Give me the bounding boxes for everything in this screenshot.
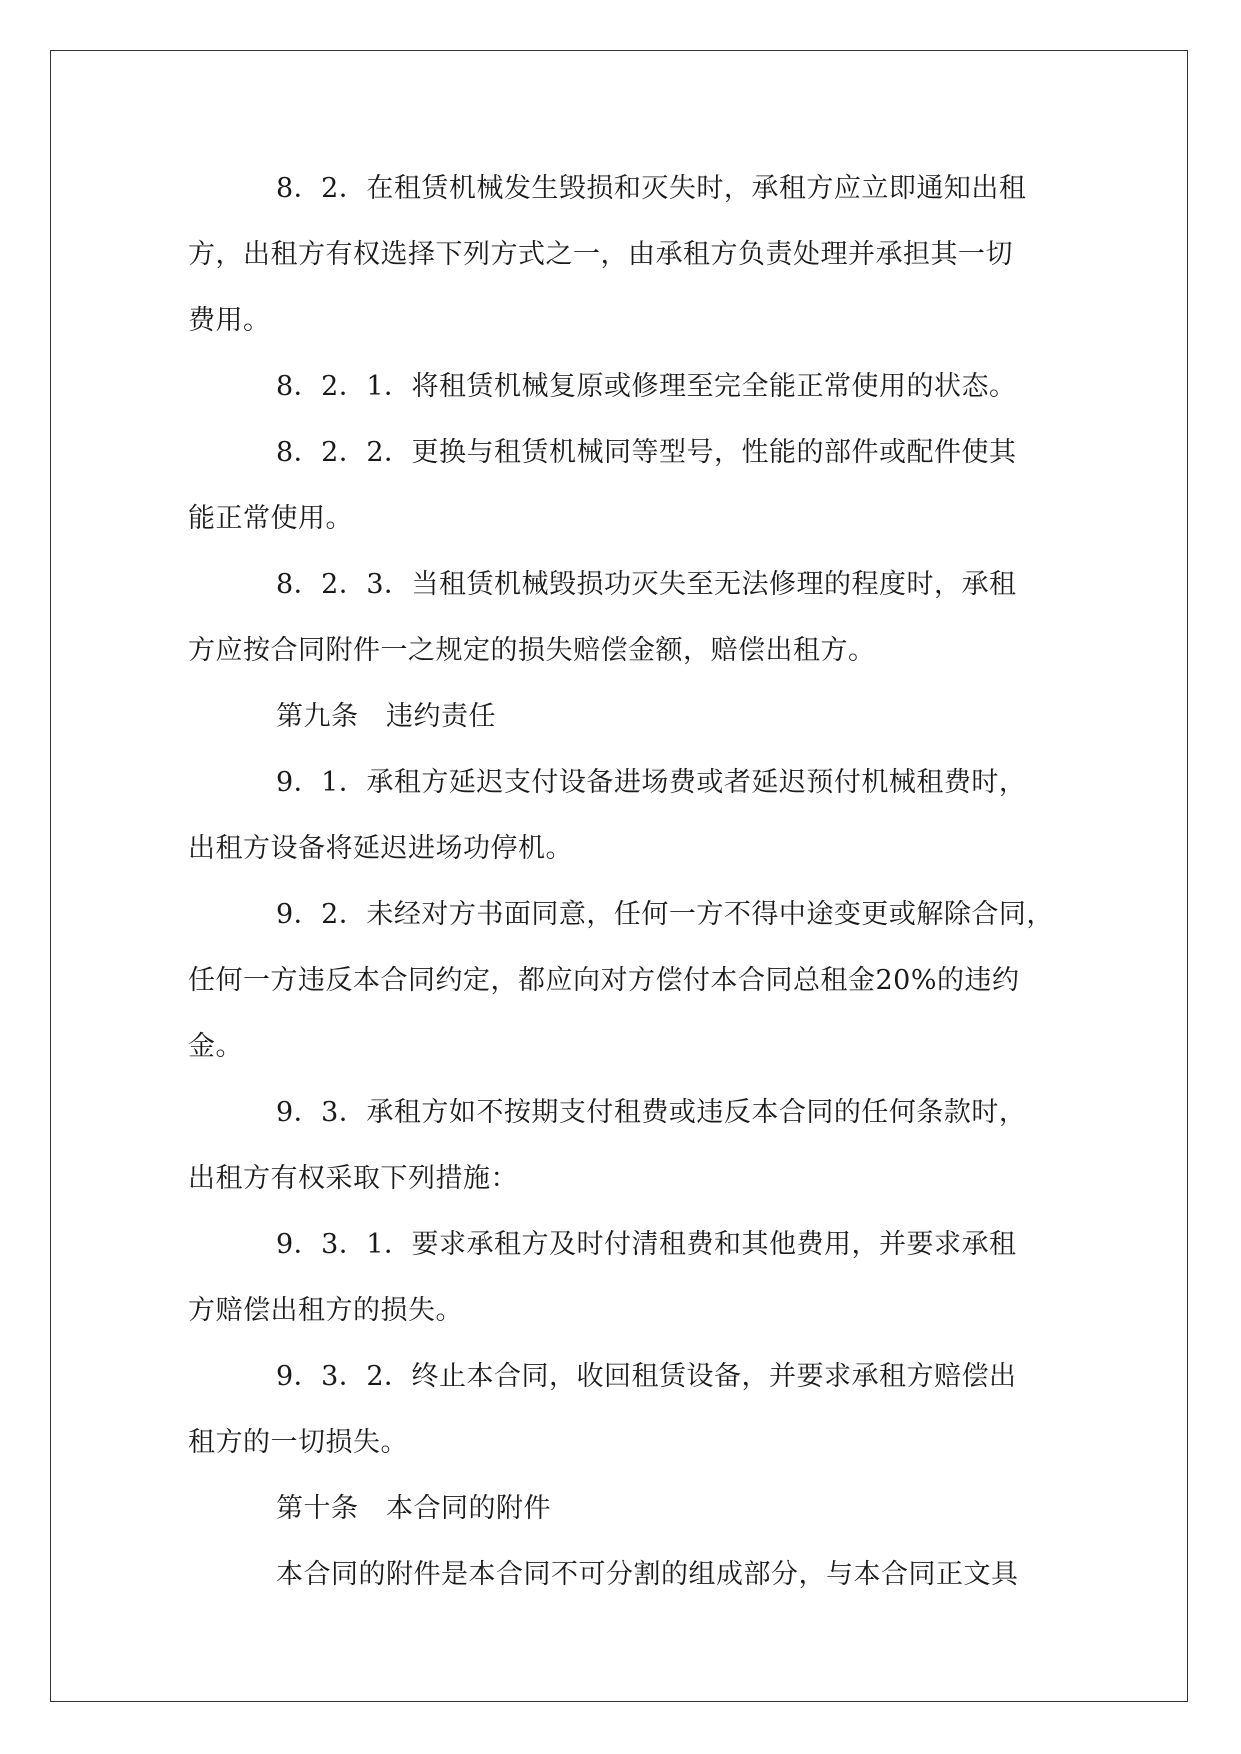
clause-9-2 (188, 882, 1058, 1080)
text-line: 方，出租方有权选择下列方式之一，由承租方负责处理并承担其一切 (188, 239, 1013, 270)
clause-8-2-1 (188, 354, 1058, 420)
text-line: 能正常使用。 (188, 503, 353, 534)
text-line: 任何一方违反本合同约定，都应向对方偿付本合同总租金20%的违约 (188, 965, 1020, 996)
text-line: 租方的一切损失。 (188, 1427, 408, 1458)
text-line: 8．2．1．将租赁机械复原或修理至完全能正常使用的状态。 (276, 371, 1017, 402)
text-line: 出租方有权采取下列措施： (188, 1163, 518, 1194)
text-line: 方赔偿出租方的损失。 (188, 1295, 463, 1326)
clause-8-2-3 (188, 552, 1058, 684)
clause-9-3-2 (188, 1344, 1058, 1476)
clause-9-3 (188, 1080, 1058, 1212)
text-line: 9．1．承租方延迟支付设备进场费或者延迟预付机械租费时， (276, 767, 1027, 798)
clause-8-2-2 (188, 420, 1058, 552)
clause-9-3-1 (188, 1212, 1058, 1344)
clause-9-1 (188, 750, 1058, 882)
text-line: 8．2．3．当租赁机械毁损功灭失至无法修理的程度时，承租 (276, 569, 1017, 600)
text-line: 金。 (188, 1031, 243, 1062)
text-line: 第九条 违约责任 (276, 701, 496, 732)
text-line: 8．2．2．更换与租赁机械同等型号，性能的部件或配件使其 (276, 437, 1017, 468)
text-line: 9．2．未经对方书面同意，任何一方不得中途变更或解除合同， (276, 899, 1054, 930)
text-line: 第十条 本合同的附件 (276, 1493, 551, 1524)
text-line: 8．2．在租赁机械发生毁损和灭失时，承租方应立即通知出租 (276, 173, 1027, 204)
clause-8-2 (188, 156, 1058, 354)
article-10-heading (188, 1476, 1058, 1542)
text-line: 9．3．2．终止本合同，收回租赁设备，并要求承租方赔偿出 (276, 1361, 1017, 1392)
text-line: 9．3．承租方如不按期支付租费或违反本合同的任何条款时， (276, 1097, 1027, 1128)
article-10-body (188, 1542, 1058, 1608)
text-line: 费用。 (188, 305, 271, 336)
text-line: 本合同的附件是本合同不可分割的组成部分，与本合同正文具 (276, 1559, 1019, 1590)
article-9-heading (188, 684, 1058, 750)
document-body (188, 156, 1058, 1608)
text-line: 方应按合同附件一之规定的损失赔偿金额，赔偿出租方。 (188, 635, 876, 666)
text-line: 9．3．1．要求承租方及时付清租费和其他费用，并要求承租 (276, 1229, 1017, 1260)
text-line: 出租方设备将延迟进场功停机。 (188, 833, 573, 864)
